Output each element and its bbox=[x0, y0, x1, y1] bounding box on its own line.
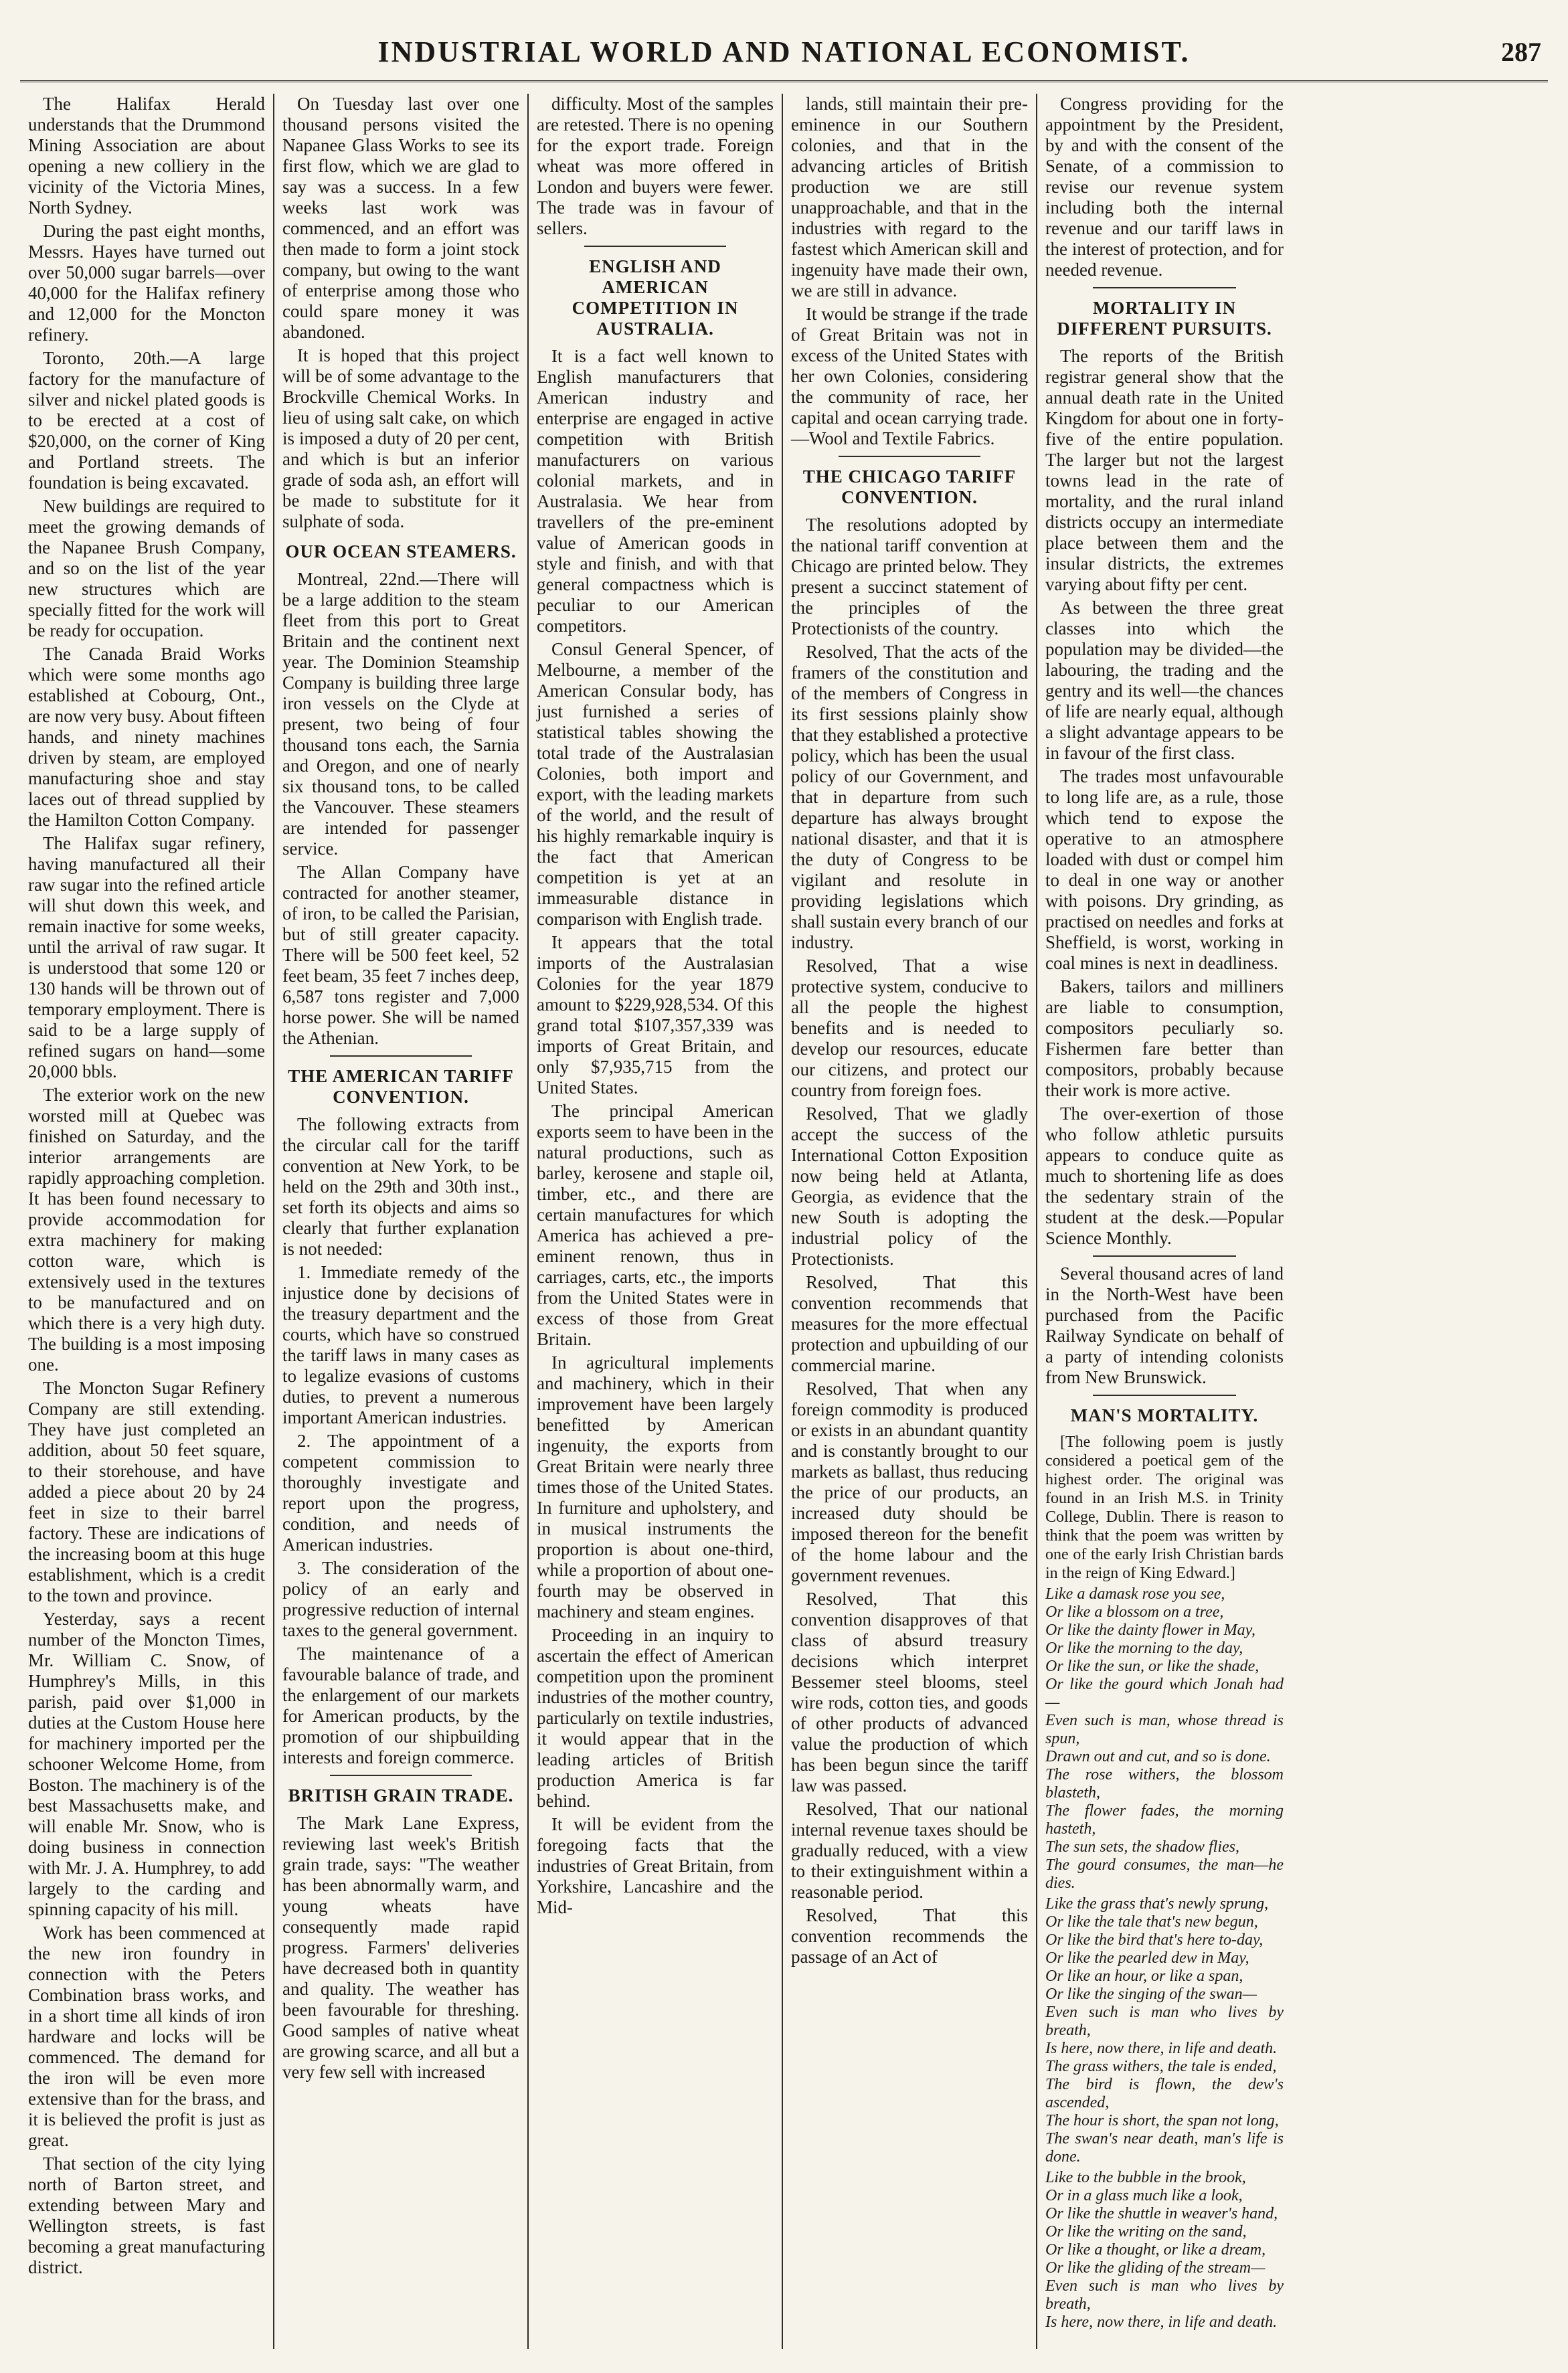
article-paragraph: It appears that the total imports of the Australasian Colonies for the year 1879 amount to $229,928,534. Of this grand total $107,357,339 was imports of Great Britain, and only $7,935,715 from the United States. bbox=[537, 932, 774, 1097]
article-headline: MAN'S MORTALITY. bbox=[1070, 1405, 1259, 1425]
article-paragraph: It will be evident from the foregoing facts that the industries of Great Britain, from Yorkshire, Lancashire and the Mid- bbox=[537, 1814, 774, 1917]
article-paragraph: Resolved, That this convention recommends the passage of an Act of bbox=[791, 1905, 1028, 1967]
poem-line: Or like the singing of the swan— bbox=[1045, 1986, 1257, 2003]
article-paragraph: It is hoped that this project will be of some advantage to the Brockville Chemical Works. In lieu of using salt cake, on which is imposed a duty of 20 per cent, and which is but an inferior grade of soda ash, an effort will be made to substitute for it sulphate of soda. bbox=[282, 345, 519, 531]
article-paragraph: The trades most unfavourable to long life are, as a rule, those which tend to expose the operative to an atmosphere loaded with dust or compel him to deal in one way or another with poisons. Dry grinding, as practised on needles and forks at Sheffield, is worst, working in coal mines is next in deadliness. bbox=[1045, 766, 1284, 973]
article-paragraph: On Tuesday last over one thousand persons visited the Napanee Glass Works to see its first flow, which we are glad to say was a success. In a few weeks last work was commenced, and an effort was then made to form a joint stock company, but owing to the want of enterprise among those who could spare money it was abandoned. bbox=[282, 94, 519, 342]
article-headline: OUR OCEAN STEAMERS. bbox=[285, 541, 517, 561]
poem-line: Or like the pearled dew in May, bbox=[1045, 1949, 1249, 1967]
article-paragraph: The reports of the British registrar general show that the annual death rate in the United Kingdom for about one in forty-five of the entire population. The larger but not the largest towns lead in the rate of mortality, and the rural inland districts occupy an intermediate place between them and the insular districts, the extremes varying about fifty per cent. bbox=[1045, 346, 1284, 594]
column-3 bbox=[529, 94, 783, 2349]
article-paragraph: The exterior work on the new worsted mill at Quebec was finished on Saturday, and the interior arrangements are rapidly approaching completion. It has been found necessary to provide accommodation for extra machinery for making cotton ware, which is extensively used in the textures to be manufactured and on which there is a very high duty. The building is a most imposing one. bbox=[28, 1085, 265, 1375]
poem-line: Or like the sun, or like the shade, bbox=[1045, 1658, 1259, 1675]
column-divider bbox=[330, 1055, 472, 1057]
poem-line: Or like the gliding of the stream— bbox=[1045, 2259, 1266, 2277]
poem-line: Or like a blossom on a tree, bbox=[1045, 1603, 1224, 1621]
column-2 bbox=[274, 94, 529, 2349]
poem-line: Or like the bird that's here to-day, bbox=[1045, 1931, 1264, 1949]
article-paragraph: 3. The consideration of the policy of an early and progressive reduction of internal taxes to the general government. bbox=[282, 1558, 519, 1640]
article-paragraph: Work has been commenced at the new iron foundry in connection with the Peters Combination brass works, and in a short time all kinds of iron hardware and locks will be commenced. The demand for the iron will be even more extensive than for the brass, and it is believed the profit is just as great. bbox=[28, 1923, 265, 2150]
article-paragraph: Montreal, 22nd.—There will be a large addition to the steam fleet from this port to Great Britain and the continent next year. The Dominion Steamship Company is building three large iron vessels on the Clyde at present, two being of four thousand tons each, the Sarnia and Oregon, and one of nearly six thousand tons, to be called the Vancouver. These steamers are intended for passenger service. bbox=[282, 569, 519, 859]
poem-line: Is here, now there, in life and death. bbox=[1045, 2040, 1278, 2057]
article-paragraph: New buildings are required to meet the growing demands of the Napanee Brush Company, and so on the list of the year new structures which are specially fitted for the work will be ready for occupation. bbox=[28, 496, 265, 640]
article-paragraph: It is a fact well known to English manufacturers that American industry and enterprise are engaged in active competition with British manufacturers on various colonial markets, and in Australasia. We hear from travellers of the pre-eminent value of American goods in style and finish, and with that general compactness which is peculiar to our American competitors. bbox=[537, 346, 774, 636]
poem-line: Or like the shuttle in weaver's hand, bbox=[1045, 2205, 1278, 2222]
article-paragraph: That section of the city lying north of Barton street, and extending between Mary and Wellington streets, is fast becoming a great manufacturing district. bbox=[28, 2154, 265, 2277]
poem-line: The bird is flown, the dew's ascended, bbox=[1045, 2076, 1284, 2111]
article-paragraph: 1. Immediate remedy of the injustice done by decisions of the treasury department and the courts, which have so construed the tariff laws in many cases as to legalize evasions of customs duties, to prevent a numerous important American industries. bbox=[282, 1262, 519, 1427]
poem-line: Or like a thought, or like a dream, bbox=[1045, 2241, 1266, 2259]
article-paragraph: The maintenance of a favourable balance of trade, and the enlargement of our markets for American products, by the promotion of our shipbuilding interests and foreign commerce. bbox=[282, 1644, 519, 1767]
article-paragraph: The Mark Lane Express, reviewing last week's British grain trade, says: "The weather has been abnormally warm, and young wheats have consequently made rapid progress. Farmers' deliveries have decreased both in quantity and quality. The weather has been favourable for threshing. Good samples of native wheat are growing scarce, and all but a very few sell with increased bbox=[282, 1813, 519, 2082]
article-headline: MORTALITY IN DIFFERENT PURSUITS. bbox=[1057, 298, 1272, 339]
article-paragraph: The Moncton Sugar Refinery Company are still extending. They have just completed an addition, about 50 feet square, to their storehouse, and have added a piece about 20 by 24 feet in size to their barrel factory. These are indications of the increasing boom at this huge establishment, which is a credit to the town and province. bbox=[28, 1378, 265, 1605]
column-divider bbox=[330, 1775, 472, 1776]
article-headline: ENGLISH AND AMERICAN COMPETITION IN AUSTRALIA. bbox=[572, 256, 739, 339]
article-paragraph: As between the three great classes into which the population may be divided—the labouring, the trading and the gentry and its well—the chances of life are nearly equal, although a slight advantage appears to be in favour of the first class. bbox=[1045, 598, 1284, 763]
article-paragraph: Bakers, tailors and milliners are liable to consumption, compositors peculiarly so. Fishermen fare better than compositors, probably because their work is more active. bbox=[1045, 976, 1284, 1100]
column-4 bbox=[783, 94, 1037, 2349]
poem-line: Or like the dainty flower in May, bbox=[1045, 1621, 1255, 1639]
article-paragraph: Consul General Spencer, of Melbourne, a member of the American Consular body, has just furnished a series of statistical tables showing the total trade of the Australasian Colonies, both import and export, with the leading markets of the world, and the result of his highly remarkable inquiry is the fact that American competition is yet at an immeasurable distance in comparison with English trade. bbox=[537, 639, 774, 929]
poem-line: The swan's near death, man's life is done. bbox=[1045, 2130, 1284, 2166]
article-paragraph: Congress providing for the appointment by the President, by and with the consent of the Senate, of a commission to revise our revenue system including both the internal revenue and our tariff laws in the interest of protection, and for needed revenue. bbox=[1045, 94, 1284, 280]
poem-line: The sun sets, the shadow flies, bbox=[1045, 1838, 1240, 1856]
column-divider bbox=[1093, 1255, 1236, 1257]
article-paragraph: It would be strange if the trade of Great Britain was not in excess of the United States with her own Colonies, considering the community of race, her capital and ocean carrying trade.—Wool and Textile Fabrics. bbox=[791, 304, 1028, 448]
article-headline: THE CHICAGO TARIFF CONVENTION. bbox=[802, 466, 1017, 507]
poem-line: Or like an hour, or like a span, bbox=[1045, 1967, 1243, 1985]
poem-line: Like the grass that's newly sprung, bbox=[1045, 1895, 1269, 1913]
article-headline: THE AMERICAN TARIFF CONVENTION. bbox=[288, 1066, 514, 1107]
article-paragraph: Resolved, That our national internal revenue taxes should be gradually reduced, with a view to their extinguishment within a reasonable period. bbox=[791, 1799, 1028, 1902]
article-paragraph: Resolved, That this convention disapproves of that class of absurd treasury decisions which interpret Bessemer steel blooms, steel wire rods, cotton ties, and goods of other products of advanced value the production of which has been begun since the tariff law was passed. bbox=[791, 1589, 1028, 1795]
article-paragraph: The principal American exports seem to have been in the natural productions, such as barley, kerosene and staple oil, timber, etc., and there are certain manufactures for which America has achieved a pre-eminent renown, thus in carriages, carts, etc., the imports from the United States were in excess of those from Great Britain. bbox=[537, 1101, 774, 1349]
article-paragraph: The Canada Braid Works which were some months ago established at Cobourg, Ont., are now very busy. About fifteen hands, and ninety machines driven by steam, are employed manufacturing shoe and stay laces out of thread supplied by the Hamilton Cotton Company. bbox=[28, 644, 265, 830]
column-1 bbox=[20, 94, 274, 2349]
article-paragraph: lands, still maintain their pre-eminence in our Southern colonies, and that in the advancing articles of British production we are still unapproachable, and that in the industries with regard to the fastest which American skill and ingenuity have made their own, we are still in advance. bbox=[791, 94, 1028, 300]
poem-line: Like a damask rose you see, bbox=[1045, 1585, 1225, 1603]
article-paragraph: The Halifax sugar refinery, having manufactured all their raw sugar into the refined article will shut down this week, and remain inactive for some weeks, until the arrival of raw sugar. It is understood that some 120 or 130 hands will be thrown out of temporary employment. There is said to be a large supply of refined sugars on hand—some 20,000 bbls. bbox=[28, 833, 265, 1081]
article-paragraph: In agricultural implements and machinery, which in their improvement have been largely benefitted by American ingenuity, the exports from Great Britain were nearly three times those of the United States. In furniture and upholstery, and in musical instruments the proportion is about one-third, while a proportion of about one-fourth may be observed in machinery and steam engines. bbox=[537, 1352, 774, 1621]
article-paragraph: 2. The appointment of a competent commission to thoroughly investigate and report upon the progress, condition, and needs of American industries. bbox=[282, 1431, 519, 1555]
article-paragraph: The following extracts from the circular call for the tariff convention at New York, to be held on the 29th and 30th inst., set forth its objects and aims so clearly that further explanation is not needed: bbox=[282, 1114, 519, 1259]
article-headline: BRITISH GRAIN TRADE. bbox=[288, 1785, 514, 1806]
poem-line: Drawn out and cut, and so is done. bbox=[1045, 1748, 1271, 1765]
page-number: 287 bbox=[1501, 37, 1541, 67]
column-divider bbox=[1093, 287, 1236, 288]
article-paragraph: Toronto, 20th.—A large factory for the manufacture of silver and nickel plated goods is to be erected at a cost of $20,000, on the corner of King and Portland streets. The foundation is being excavated. bbox=[28, 348, 265, 493]
poem-line: Or in a glass much like a look, bbox=[1045, 2187, 1243, 2204]
article-paragraph: During the past eight months, Messrs. Hayes have turned out over 50,000 sugar barrels—over 40,000 for the Halifax refinery and 12,000 for the Moncton refinery. bbox=[28, 221, 265, 345]
poem-line: Even such is man, whose thread is spun, bbox=[1045, 1712, 1284, 1747]
publication-title: INDUSTRIAL WORLD AND NATIONAL ECONOMIST. bbox=[377, 35, 1191, 68]
poem-line: The flower fades, the morning hasteth, bbox=[1045, 1802, 1284, 1838]
column-divider bbox=[839, 456, 980, 457]
masthead bbox=[20, 20, 1548, 82]
article-columns bbox=[20, 94, 1548, 2349]
article-paragraph: The resolutions adopted by the national tariff convention at Chicago are printed below. They present a succinct statement of the principles of the Protectionists of the country. bbox=[791, 515, 1028, 638]
article-paragraph: Several thousand acres of land in the North-West have been purchased from the Pacific Railway Syndicate on behalf of a party of intending colonists from New Brunswick. bbox=[1045, 1263, 1284, 1387]
article-paragraph: The over-exertion of those who follow athletic pursuits appears to conduce quite as much to shortening life as does the sedentary strain of the student at the desk.—Popular Science Monthly. bbox=[1045, 1104, 1284, 1248]
poem-line: Or like the tale that's new begun, bbox=[1045, 1913, 1258, 1931]
poem-line: Or like the writing on the sand, bbox=[1045, 2223, 1247, 2240]
poem-stanza bbox=[1045, 1895, 1284, 2166]
poem-line: The gourd consumes, the man—he dies. bbox=[1045, 1856, 1284, 1892]
poem-line: Or like the gourd which Jonah had— bbox=[1045, 1676, 1284, 1711]
column-5 bbox=[1037, 94, 1292, 2349]
article-paragraph: Resolved, That we gladly accept the success of the International Cotton Exposition now being held at Atlanta, Georgia, as evidence that the new South is adopting the industrial policy of the Protectionists. bbox=[791, 1104, 1028, 1269]
poem-line: Even such is man who lives by breath, bbox=[1045, 2004, 1284, 2039]
poem-line: The hour is short, the span not long, bbox=[1045, 2112, 1279, 2129]
column-divider bbox=[1093, 1395, 1236, 1396]
poem-stanza bbox=[1045, 2169, 1284, 2332]
article-paragraph: Resolved, That this convention recommends that measures for the more effectual protection and upbuilding of our commercial marine. bbox=[791, 1272, 1028, 1375]
poem-introduction: [The following poem is justly considered a poetical gem of the highest order. The original was found in an Irish M.S. in Trinity College, Dublin. There is reason to think that the poem was written by one of the early Irish Christian bards in the reign of King Edward.] bbox=[1045, 1433, 1284, 1582]
poem-line: The rose withers, the blossom blasteth, bbox=[1045, 1766, 1284, 1801]
poem-stanza bbox=[1045, 1585, 1284, 1893]
poem-line: The grass withers, the tale is ended, bbox=[1045, 2058, 1277, 2075]
article-paragraph: Yesterday, says a recent number of the Moncton Times, Mr. William C. Snow, of Humphrey's Mills, in this parish, paid over $1,000 in duties at the Custom House here for machinery imported per the schooner Welcome Home, from Boston. The machinery is of the best Massachusetts make, and will enable Mr. Snow, who is doing business in connection with Mr. J. A. Humphrey, to add largely to the carding and spinning capacity of his mill. bbox=[28, 1609, 265, 1919]
poem-line: Even such is man who lives by breath, bbox=[1045, 2277, 1284, 2313]
newspaper-page bbox=[20, 20, 1548, 2356]
article-paragraph: Resolved, That a wise protective system, conducive to all the people the highest benefits and is needed to develop our resources, educate our citizens, and protect our country from foreign foes. bbox=[791, 956, 1028, 1100]
poem-line: Or like the morning to the day, bbox=[1045, 1640, 1243, 1657]
article-paragraph: Resolved, That when any foreign commodity is produced or exists in an abundant quantity and is constantly brought to our markets as ballast, thus reducing the price of our products, an increased duty should be imposed thereon for the benefit of the home labour and the government revenues. bbox=[791, 1379, 1028, 1585]
article-paragraph: Proceeding in an inquiry to ascertain the effect of American competition upon the prominent industries of the mother country, particularly on textile industries, it would appear that in the leading articles of British production America is far behind. bbox=[537, 1625, 774, 1811]
poem-line: Is here, now there, in life and death. bbox=[1045, 2313, 1278, 2331]
article-paragraph: The Halifax Herald understands that the Drummond Mining Association are about opening a new colliery in the vicinity of the Victoria Mines, North Sydney. bbox=[28, 94, 265, 217]
column-divider bbox=[584, 246, 726, 247]
poem-line: Like to the bubble in the brook, bbox=[1045, 2169, 1246, 2186]
article-paragraph: difficulty. Most of the samples are retested. There is no opening for the export trade. Foreign wheat was more offered in London and buyers were fewer. The trade was in favour of sellers. bbox=[537, 94, 774, 238]
article-paragraph: Resolved, That the acts of the framers of the constitution and of the members of Congress in its first sessions plainly show that they established a protective policy, which has been the usual policy of our Government, and that in departure from such departure has always brought national disaster, and that it is the duty of Congress to be vigilant and resolute in providing legislations which shall sustain every branch of our industry. bbox=[791, 642, 1028, 952]
article-paragraph: The Allan Company have contracted for another steamer, of iron, to be called the Parisian, but of still greater capacity. There will be 500 feet keel, 52 feet beam, 35 feet 7 inches deep, 6,587 tons register and 7,000 horse power. She will be named the Athenian. bbox=[282, 862, 519, 1048]
